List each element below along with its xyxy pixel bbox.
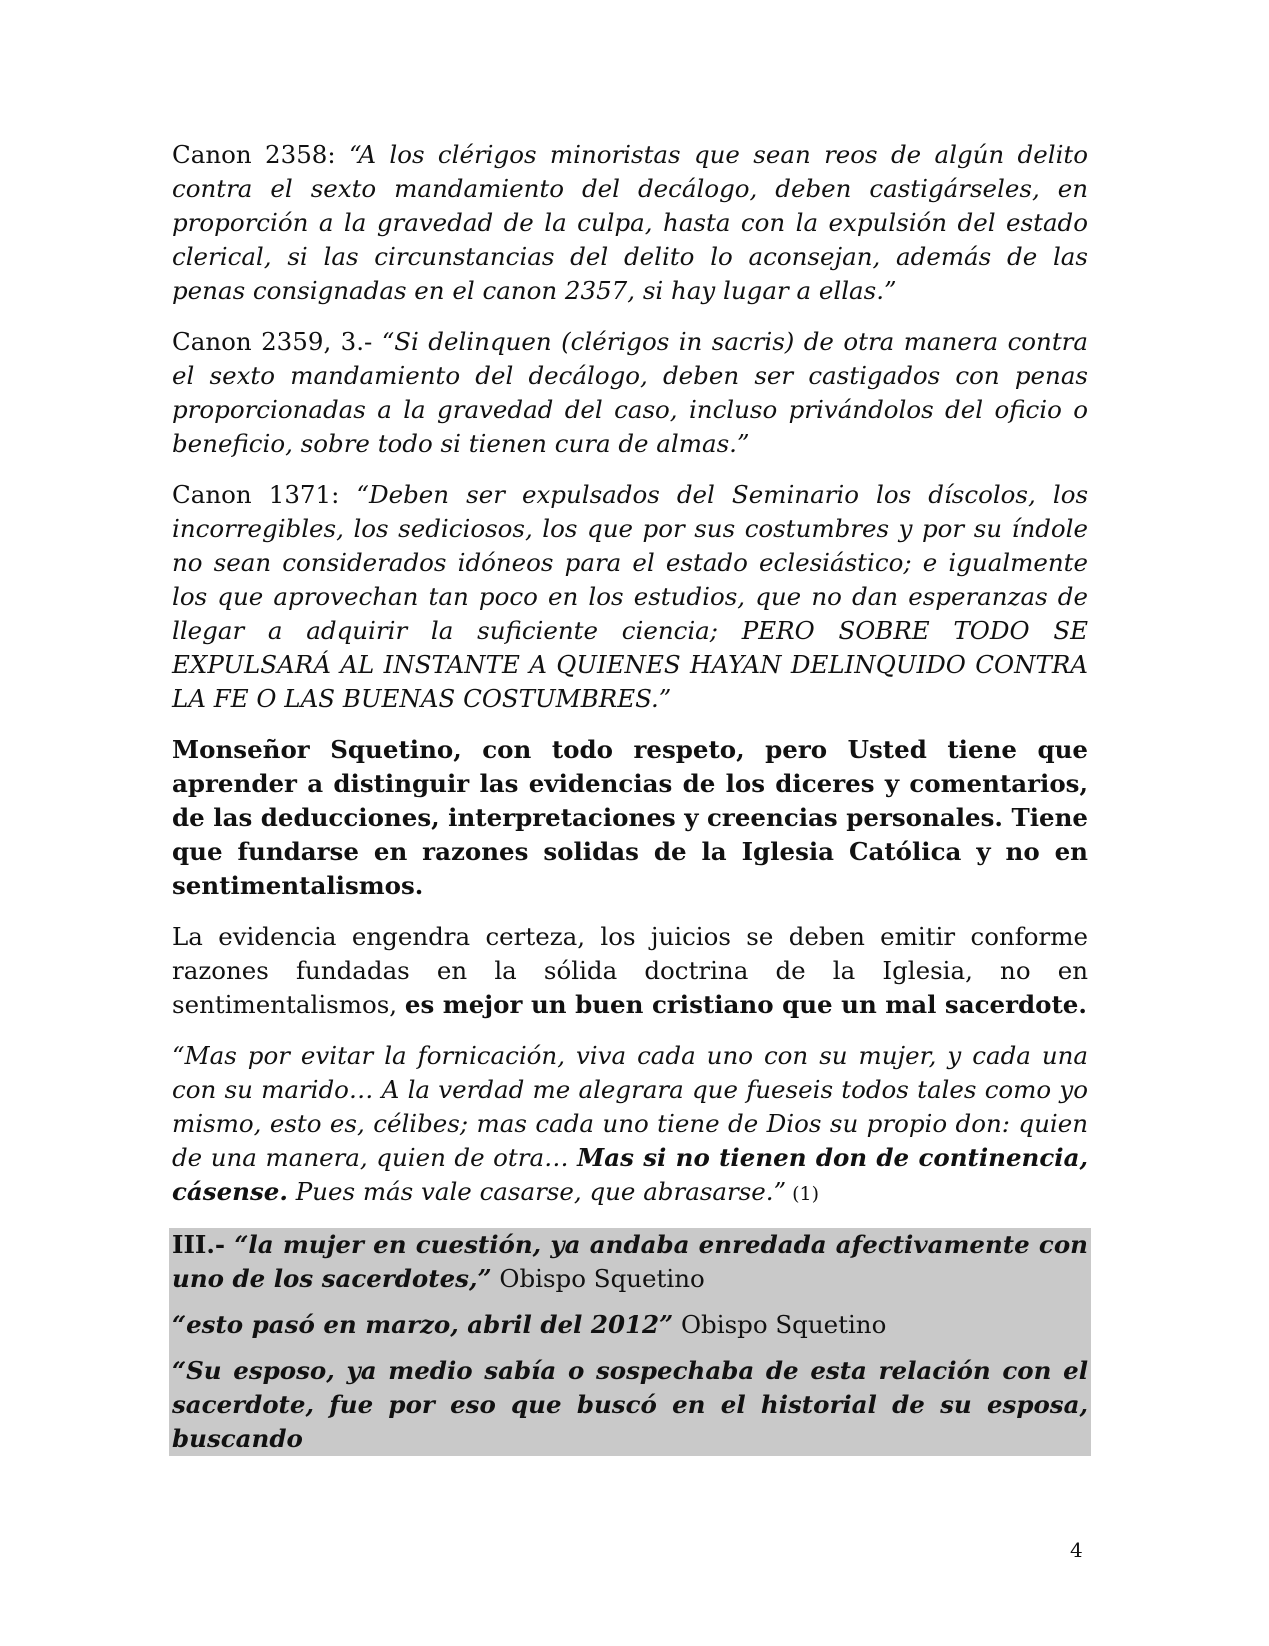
scripture-bold-italic: Mas si no tienen don de continencia, cásense.: [172, 1143, 1088, 1206]
section-iii-highlight: [169, 1228, 1091, 1456]
evidencia-text: La evidencia engendra certeza, los juicios se deben emitir conforme razones fundadas en la sólida doctrina de la Iglesia, no en sentimentalismos,: [172, 922, 1088, 1019]
section-iii-quote1-line: [172, 1228, 1088, 1296]
page-content: [172, 138, 1088, 1456]
canon-2358-paragraph: [172, 138, 1088, 308]
canon-2359-paragraph: [172, 325, 1088, 461]
evidencia-paragraph: [172, 920, 1088, 1022]
section-iii-attribution2: Obispo Squetino: [673, 1310, 887, 1339]
scripture-quote: [172, 1039, 1088, 1211]
scripture-italic-end: Pues más vale casarse, que abrasarse.”: [287, 1177, 787, 1206]
section-iii-quote3: “Su esposo, ya medio sabía o sospechaba de esta relación con el sacerdote, fue por eso que buscó en el historial de su esposa, buscando: [172, 1356, 1088, 1453]
section-iii-quote2-line: [172, 1308, 1088, 1342]
section-iii-quote2: “esto pasó en marzo, abril del 2012”: [172, 1310, 674, 1339]
highlight-gap: [172, 1296, 1088, 1308]
canon-1371-text: “Deben ser expulsados del Seminario los díscolos, los incorregibles, los sediciosos, los que por sus costumbres y por su índole no sean considerados idóneos para el estado eclesiástico; e igualmente los que aprovechan tan poco en los estudios, que no dan esperanzas de llegar a adquirir la suficiente ciencia; PERO SOBRE TODO SE EXPULSARÁ AL INSTANTE A QUIENES HAYAN DELINQUIDO CONTRA LA FE O LAS BUENAS COSTUMBRES.”: [172, 480, 1089, 713]
footnote-reference: (1): [786, 1183, 820, 1205]
canon-1371-paragraph: [172, 478, 1088, 716]
section-iii-quote1: “la mujer en cuestión, ya andaba enredada afectivamente con uno de los sacerdotes,”: [172, 1230, 1088, 1293]
section-iii-quote3-line: [172, 1354, 1088, 1456]
scripture-italic: “Mas por evitar la fornicación, viva cada uno con su mujer, y cada una con su marido… A la verdad me alegrara que fueseis todos tales como yo mismo, esto es, célibes; mas cada uno tiene de Dios su propio don: quien de una manera, quien de otra…: [172, 1041, 1088, 1172]
monsenor-paragraph: Monseñor Squetino, con todo respeto, pero Usted tiene que aprender a distinguir las evidencias de los diceres y comentarios, de las deducciones, interpretaciones y creencias personales. Tiene que fundarse en razones solidas de la Iglesia Católica y no en sentimentalismos.: [172, 735, 1088, 900]
section-iii-attribution1: Obispo Squetino: [491, 1264, 705, 1293]
highlight-gap-2: [172, 1342, 1088, 1354]
canon-2359-label: Canon 2359, 3.-: [172, 327, 382, 356]
canon-1371-label: Canon 1371:: [172, 480, 357, 509]
canon-2358-label: Canon 2358:: [172, 140, 349, 169]
section-iii-number: III.-: [172, 1230, 235, 1259]
canon-2358-text: “A los clérigos minoristas que sean reos de algún delito contra el sexto mandamiento del decálogo, deben castigárseles, en proporción a la gravedad de la culpa, hasta con la expulsión del estado clerical, si las circunstancias del delito lo aconsejan, además de las penas consignadas en el canon 2357, si hay lugar a ellas.”: [172, 140, 1089, 305]
evidencia-bold-text: es mejor un buen cristiano que un mal sacerdote.: [404, 990, 1087, 1019]
canon-2359-text: “Si delinquen (clérigos in sacris) de otra manera contra el sexto mandamiento del decálogo, deben ser castigados con penas proporcionadas a la gravedad del caso, incluso privándolos del oficio o beneficio, sobre todo si tienen cura de almas.”: [172, 327, 1088, 458]
page-number: 4: [1070, 1538, 1083, 1562]
